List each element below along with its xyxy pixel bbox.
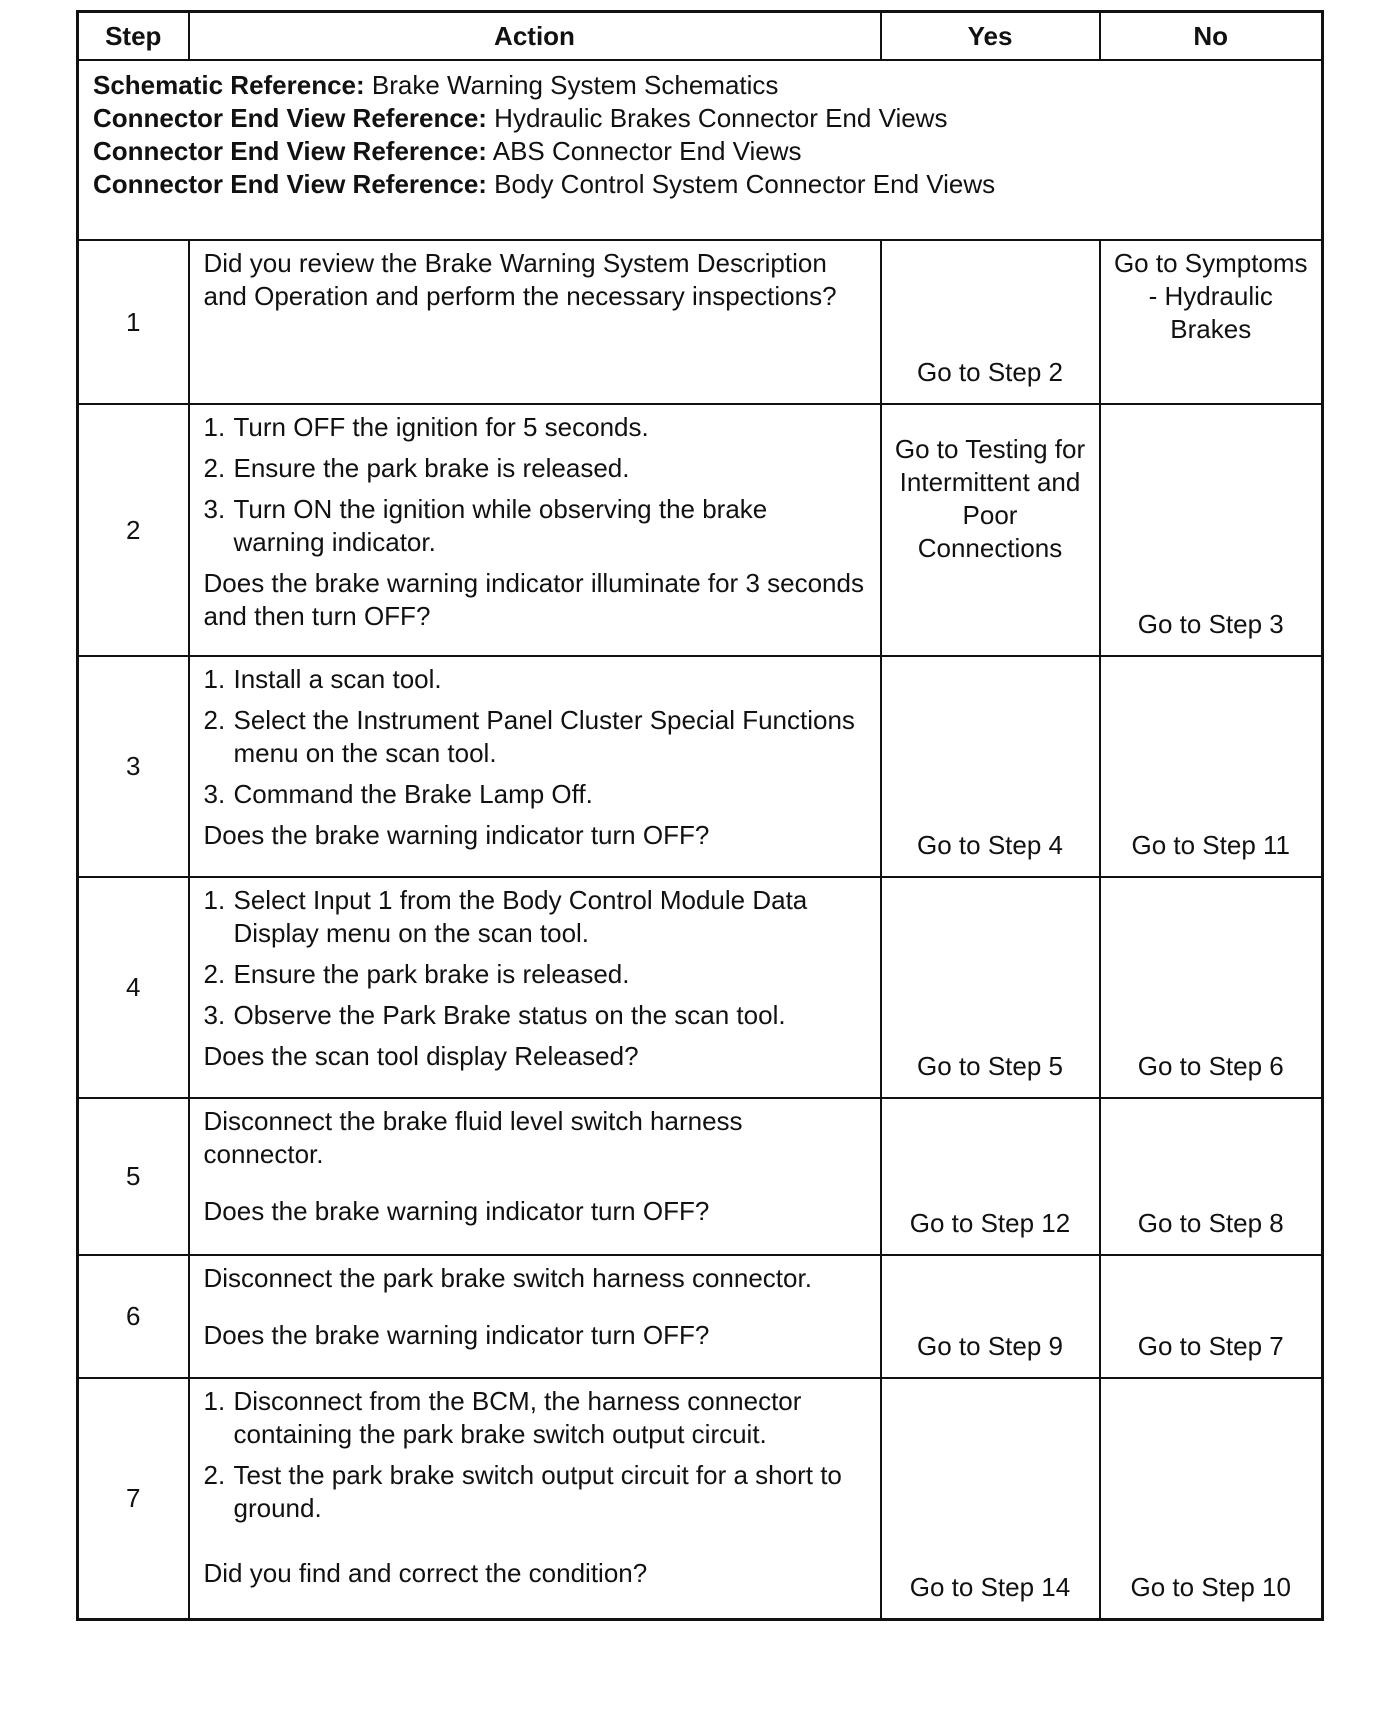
step-item-number: 1. xyxy=(203,664,226,694)
step-item-text: Turn ON the ignition while observing the brake warning indicator. xyxy=(233,494,768,557)
step-number: 1 xyxy=(78,240,189,404)
action-question: Does the brake warning indicator turn OFF? xyxy=(203,820,710,850)
reference-label: Connector End View Reference: xyxy=(93,103,487,133)
action-question: Does the scan tool display Released? xyxy=(203,1041,639,1071)
no-result: Go to Step 10 xyxy=(1100,1378,1323,1619)
step-item-number: 1. xyxy=(203,885,226,915)
action-steps xyxy=(204,884,866,1032)
yes-result: Go to Step 4 xyxy=(881,656,1100,877)
reference-line xyxy=(93,102,1321,135)
action-text: Did you review the Brake Warning System Description and Operation and perform the necessary inspections? xyxy=(203,248,837,311)
spacer xyxy=(204,1295,866,1319)
step-item-number: 3. xyxy=(203,1000,226,1030)
reference-value: Brake Warning System Schematics xyxy=(364,70,779,100)
table-row xyxy=(78,240,1323,404)
action-step xyxy=(204,999,866,1032)
reference-label: Connector End View Reference: xyxy=(93,169,487,199)
header-no: No xyxy=(1100,12,1323,61)
step-item-text: Ensure the park brake is released. xyxy=(233,959,630,989)
action-cell xyxy=(189,656,881,877)
table-row xyxy=(78,1098,1323,1255)
step-number: 7 xyxy=(78,1378,189,1619)
reference-line xyxy=(93,168,1321,201)
action-question: Does the brake warning indicator turn OFF? xyxy=(203,1196,710,1226)
step-item-text: Turn OFF the ignition for 5 seconds. xyxy=(233,412,649,442)
no-result: Go to Step 7 xyxy=(1100,1255,1323,1378)
step-item-number: 2. xyxy=(203,959,226,989)
step-number: 4 xyxy=(78,877,189,1098)
action-steps xyxy=(204,411,866,559)
step-item-number: 2. xyxy=(203,1460,226,1490)
header-yes: Yes xyxy=(881,12,1100,61)
action-cell xyxy=(189,877,881,1098)
step-number: 3 xyxy=(78,656,189,877)
action-question: Does the brake warning indicator turn OFF? xyxy=(203,1320,710,1350)
table-row xyxy=(78,877,1323,1098)
table-row xyxy=(78,1378,1323,1619)
table-row xyxy=(78,656,1323,877)
yes-result: Go to Step 14 xyxy=(881,1378,1100,1619)
action-text: Disconnect the brake fluid level switch harness connector. xyxy=(203,1106,743,1169)
action-cell xyxy=(189,404,881,656)
action-step xyxy=(204,1459,866,1525)
table-row xyxy=(78,1255,1323,1378)
yes-result: Go to Step 12 xyxy=(881,1098,1100,1255)
action-cell xyxy=(189,1098,881,1255)
step-number: 2 xyxy=(78,404,189,656)
step-item-text: Test the park brake switch output circuit for a short to ground. xyxy=(233,1460,842,1523)
action-cell xyxy=(189,240,881,404)
step-item-text: Ensure the park brake is released. xyxy=(233,453,630,483)
action-step xyxy=(204,1385,866,1451)
reference-value: Hydraulic Brakes Connector End Views xyxy=(486,103,948,133)
step-item-text: Disconnect from the BCM, the harness connector containing the park brake switch output circuit. xyxy=(233,1386,802,1449)
spacer xyxy=(204,1533,866,1557)
action-step xyxy=(204,411,866,444)
step-item-text: Install a scan tool. xyxy=(233,664,442,694)
header-action: Action xyxy=(189,12,881,61)
references-cell xyxy=(78,60,1323,240)
no-result: Go to Step 6 xyxy=(1100,877,1323,1098)
action-steps xyxy=(204,1385,866,1525)
action-step xyxy=(204,958,866,991)
no-result: Go to Symptoms - Hydraulic Brakes xyxy=(1100,240,1323,404)
step-item-number: 1. xyxy=(203,412,226,442)
diagnostic-table xyxy=(76,10,1324,1621)
step-number: 5 xyxy=(78,1098,189,1255)
action-step xyxy=(204,663,866,696)
action-steps xyxy=(204,663,866,811)
table-row xyxy=(78,404,1323,656)
reference-value: Body Control System Connector End Views xyxy=(486,169,996,199)
yes-result: Go to Step 2 xyxy=(881,240,1100,404)
no-result: Go to Step 3 xyxy=(1100,404,1323,656)
step-number: 6 xyxy=(78,1255,189,1378)
yes-result: Go to Step 5 xyxy=(881,877,1100,1098)
reference-label: Schematic Reference: xyxy=(93,70,365,100)
action-step xyxy=(204,493,866,559)
step-item-text: Select Input 1 from the Body Control Module Data Display menu on the scan tool. xyxy=(233,885,808,948)
step-item-text: Observe the Park Brake status on the scan tool. xyxy=(233,1000,786,1030)
step-item-number: 1. xyxy=(203,1386,226,1416)
action-text: Disconnect the park brake switch harness connector. xyxy=(203,1263,812,1293)
action-question: Does the brake warning indicator illuminate for 3 seconds and then turn OFF? xyxy=(203,568,864,631)
reference-label: Connector End View Reference: xyxy=(93,136,487,166)
no-result: Go to Step 11 xyxy=(1100,656,1323,877)
reference-line xyxy=(93,135,1321,168)
action-step xyxy=(204,704,866,770)
yes-result: Go to Testing for Intermittent and Poor Connections xyxy=(881,404,1100,656)
step-item-number: 3. xyxy=(203,779,226,809)
references-row xyxy=(78,60,1323,240)
action-step xyxy=(204,452,866,485)
step-item-number: 2. xyxy=(203,453,226,483)
action-cell xyxy=(189,1255,881,1378)
action-cell xyxy=(189,1378,881,1619)
action-question: Did you find and correct the condition? xyxy=(203,1558,648,1588)
action-step xyxy=(204,884,866,950)
step-item-number: 3. xyxy=(203,494,226,524)
no-result: Go to Step 8 xyxy=(1100,1098,1323,1255)
step-item-text: Select the Instrument Panel Cluster Special Functions menu on the scan tool. xyxy=(233,705,855,768)
yes-result: Go to Step 9 xyxy=(881,1255,1100,1378)
spacer xyxy=(204,1171,866,1195)
reference-line xyxy=(93,69,1321,102)
header-row xyxy=(78,12,1323,61)
step-item-number: 2. xyxy=(203,705,226,735)
action-step xyxy=(204,778,866,811)
header-step: Step xyxy=(78,12,189,61)
reference-value: ABS Connector End Views xyxy=(486,136,802,166)
step-item-text: Command the Brake Lamp Off. xyxy=(233,779,593,809)
